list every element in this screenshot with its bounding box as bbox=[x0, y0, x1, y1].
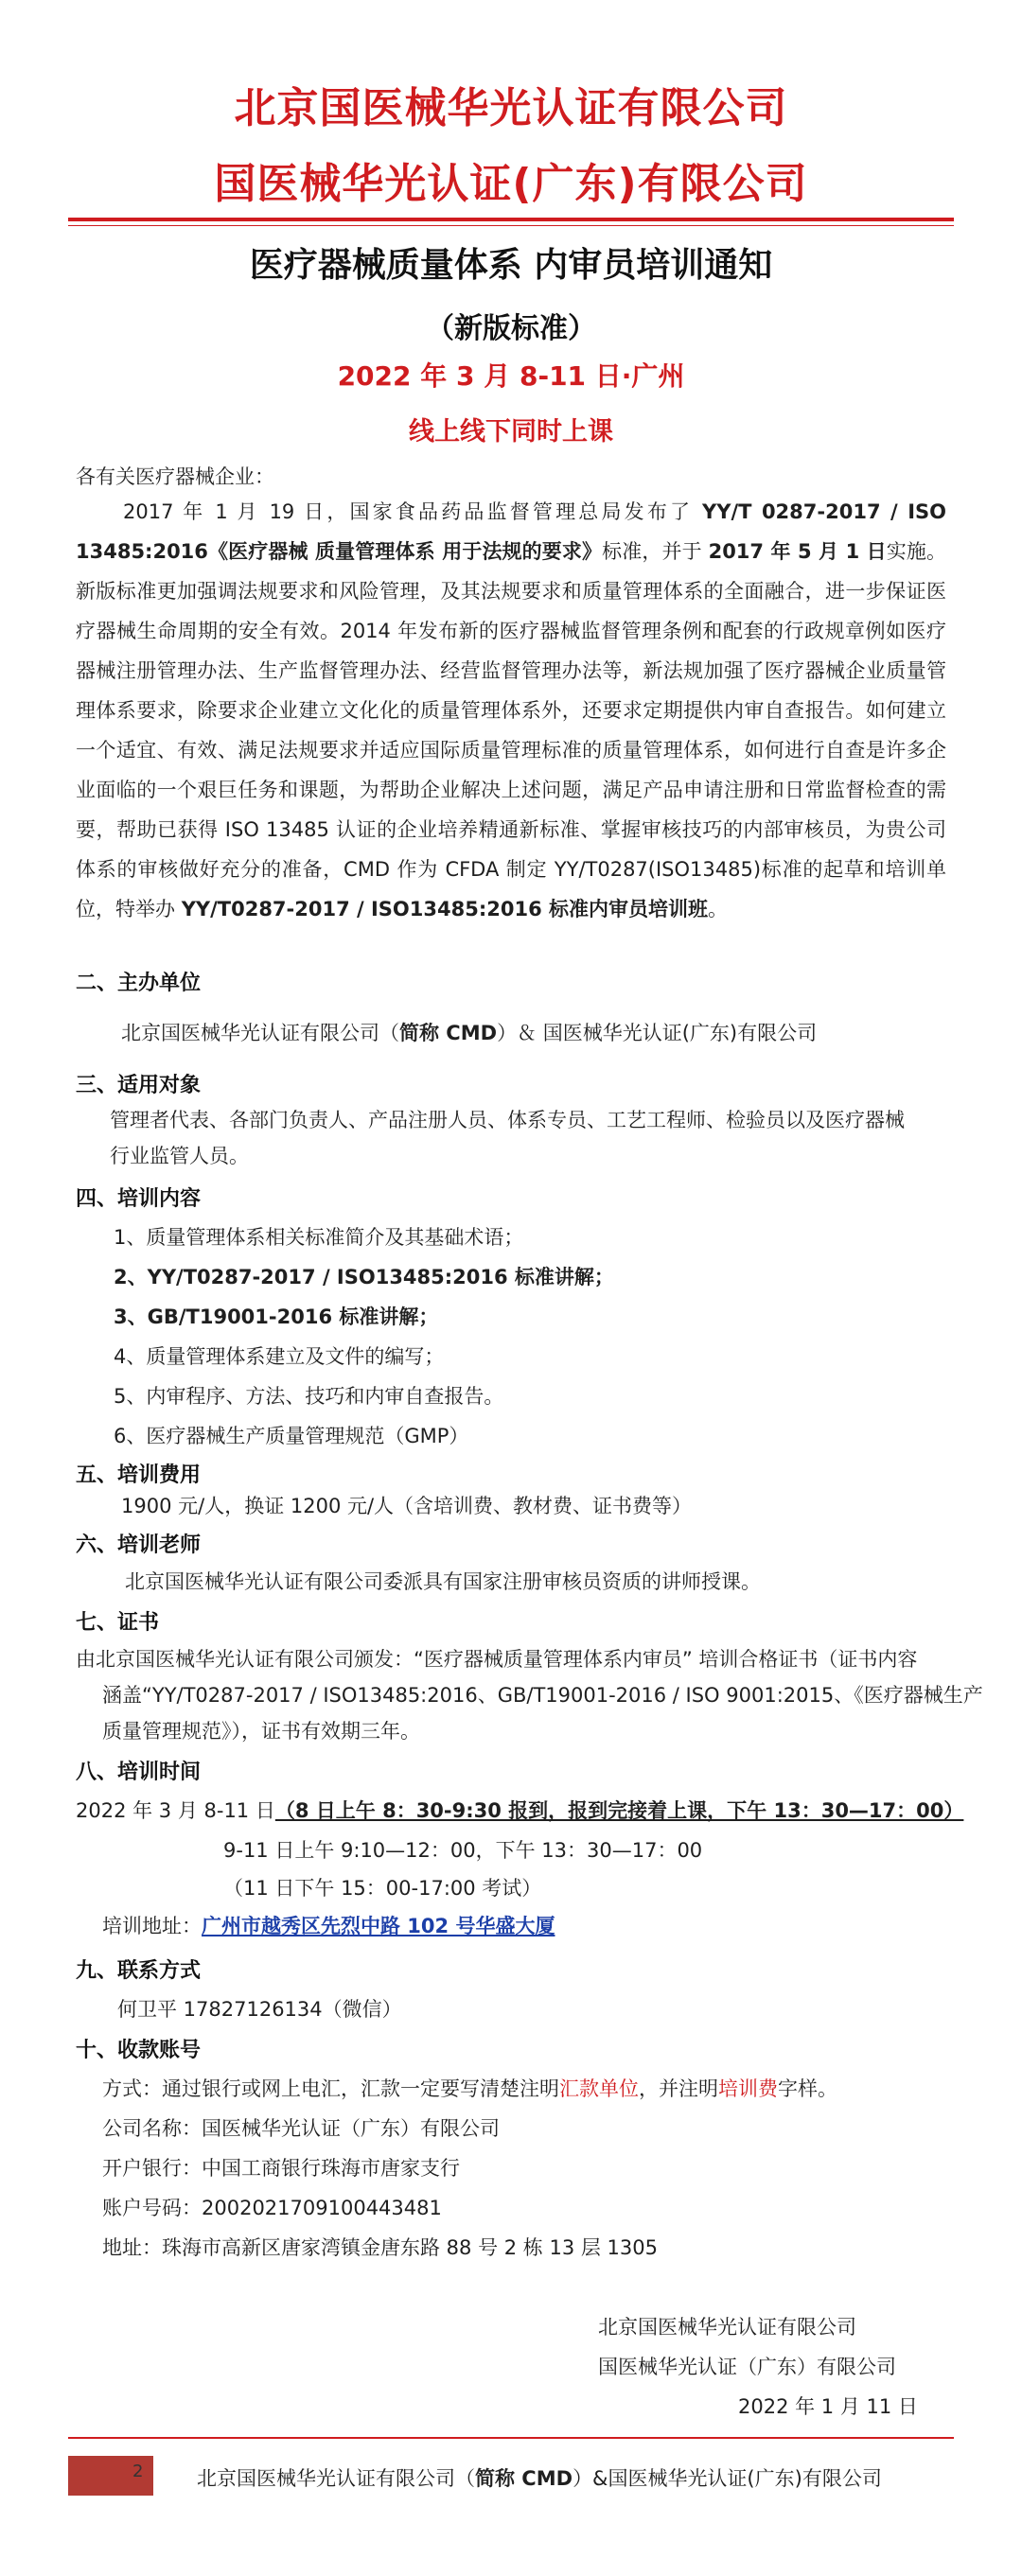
date-place: 2022 年 3 月 8-11 日·广州 bbox=[337, 360, 685, 392]
signature-org-1: 北京国医械华光认证有限公司 bbox=[598, 2316, 856, 2339]
content-item-1: 1、质量管理体系相关标准简介及其基础术语； bbox=[114, 1226, 524, 1249]
header-rule-thick bbox=[68, 218, 954, 221]
footer-text: 北京国医械华光认证有限公司（简称 CMD）&国医械华光认证(广东)有限公司 bbox=[197, 2467, 882, 2490]
section-heading-audience: 三、适用对象 bbox=[76, 1074, 202, 1097]
certificate-line-3: 质量管理规范》），证书有效期三年。 bbox=[102, 1720, 420, 1743]
content-item-2: 2、YY/T0287-2017 / ISO13485:2016 标准讲解； bbox=[114, 1266, 614, 1288]
standard-name: YY/T 0287-2017 / ISO 13485:2016《医疗器械 质量管理体系 用于法规的要求》 bbox=[76, 500, 946, 563]
training-date-line: 2022 年 3 月 8-11 日（8 日上午 8：30-9:30 报到，报到完接着上课，下午 13：30—17：00） bbox=[76, 1799, 964, 1822]
header-rule-thin bbox=[68, 225, 954, 226]
training-time-line-3: （11 日下午 15：00-17:00 考试） bbox=[223, 1877, 542, 1900]
payment-bank: 开户银行：中国工商银行珠海市唐家支行 bbox=[102, 2157, 460, 2180]
class-mode: 线上线下同时上课 bbox=[409, 417, 613, 447]
training-address-link[interactable]: 广州市越秀区先烈中路 102 号华盛大厦 bbox=[202, 1915, 555, 1937]
payment-method: 方式：通过银行或网上电汇，汇款一定要写清楚注明汇款单位，并注明培训费字样。 bbox=[102, 2077, 837, 2100]
section-heading-fee: 五、培训费用 bbox=[76, 1463, 202, 1487]
content-item-5: 5、内审程序、方法、技巧和内审自查报告。 bbox=[114, 1385, 504, 1408]
organizer-text: 北京国医械华光认证有限公司（简称 CMD）＆ 国医械华光认证(广东)有限公司 bbox=[121, 1022, 818, 1044]
footer-rule bbox=[68, 2437, 954, 2439]
org-name-beijing: 北京国医械华光认证有限公司 bbox=[234, 84, 788, 132]
org-name-guangdong: 国医械华光认证(广东)有限公司 bbox=[214, 160, 808, 208]
audience-line-1: 管理者代表、各部门负责人、产品注册人员、体系专员、工艺工程师、检验员以及医疗器械 bbox=[110, 1109, 905, 1131]
audience-line-2: 行业监管人员。 bbox=[110, 1145, 249, 1167]
section-heading-payment: 十、收款账号 bbox=[76, 2039, 202, 2062]
section-heading-content: 四、培训内容 bbox=[76, 1187, 202, 1211]
section-heading-certificate: 七、证书 bbox=[76, 1611, 160, 1635]
checkin-note: （8 日上午 8：30-9:30 报到，报到完接着上课，下午 13：30—17：00） bbox=[274, 1799, 964, 1822]
fee-text: 1900 元/人，换证 1200 元/人（含培训费、教材费、证书费等） bbox=[121, 1495, 693, 1517]
page-number: 2 bbox=[132, 2462, 144, 2481]
effective-date: 2017 年 5 月 1 日 bbox=[708, 540, 887, 563]
section-heading-contact: 九、联系方式 bbox=[76, 1959, 202, 1983]
intro-paragraph: 2017 年 1 月 19 日，国家食品药品监督管理总局发布了 YY/T 0287-2017 / ISO 13485:2016《医疗器械 质量管理体系 用于法规的要求》标准，并于 2017 年 5 月 1 日实施。新版标准更加强调法规要求和风险管理，及其法规要求和质量管理体系的全面融合，进一步保证医疗器械生命周期的安全有效。2014 年发布新的医疗器械监督管理条例和配套的行政规章例如医疗器械注册管理办法、生产监督管理办法、经营监督管理办法等，新法规加强了医疗器械企业质量管理体系要求，除要求企业建立文化化的质量管理体系外，还要求定期提供内审自查报告。如何建立一个适宜、有效、满足法规要求并适应国际质量管理标准的质量管理体系，如何进行自查是许多企业面临的一个艰巨任务和课题，为帮助企业解决上述问题，满足产品申请注册和日常监督检查的需要，帮助已获得 ISO 13485 认证的企业培养精通新标准、掌握审核技巧的内部审核员，为贵公司体系的审核做好充分的准备，CMD 作为 CFDA 制定 YY/T0287(ISO13485)标准的起草和培训单位，特举办 YY/T0287-2017 / ISO13485:2016 标准内审员培训班。 bbox=[76, 500, 947, 920]
training-time-line-2: 9-11 日上午 9:10—12：00，下午 13：30—17：00 bbox=[223, 1839, 703, 1862]
section-heading-organizer: 二、主办单位 bbox=[76, 972, 202, 995]
certificate-line-1: 由北京国医械华光认证有限公司颁发：“医疗器械质量管理体系内审员” 培训合格证书（证书内容 bbox=[76, 1648, 918, 1671]
payment-company: 公司名称：国医械华光认证（广东）有限公司 bbox=[102, 2117, 500, 2140]
payment-address: 地址：珠海市高新区唐家湾镇金唐东路 88 号 2 栋 13 层 1305 bbox=[102, 2236, 658, 2259]
payment-account: 账户号码：2002021709100443481 bbox=[102, 2197, 442, 2219]
signature-date: 2022 年 1 月 11 日 bbox=[738, 2395, 918, 2418]
content-item-3: 3、GB/T19001-2016 标准讲解； bbox=[114, 1306, 439, 1328]
section-heading-time: 八、培训时间 bbox=[76, 1761, 202, 1784]
page-subtitle: （新版标准） bbox=[426, 312, 596, 345]
teacher-text: 北京国医械华光认证有限公司委派具有国家注册审核员资质的讲师授课。 bbox=[125, 1570, 761, 1593]
training-address: 培训地址：广州市越秀区先烈中路 102 号华盛大厦 bbox=[102, 1915, 555, 1937]
section-heading-teacher: 六、培训老师 bbox=[76, 1533, 202, 1557]
certificate-line-2: 涵盖“YY/T0287-2017 / ISO13485:2016、GB/T19001-2016 / ISO 9001:2015、《医疗器械生产 bbox=[102, 1684, 983, 1707]
content-item-4: 4、质量管理体系建立及文件的编写； bbox=[114, 1345, 445, 1368]
content-item-6: 6、医疗器械生产质量管理规范（GMP） bbox=[114, 1425, 469, 1447]
page-title: 医疗器械质量体系 内审员培训通知 bbox=[249, 246, 773, 285]
salutation: 各有关医疗器械企业： bbox=[76, 465, 274, 488]
signature-org-2: 国医械华光认证（广东）有限公司 bbox=[598, 2356, 896, 2378]
course-name: YY/T0287-2017 / ISO13485:2016 标准内审员培训班 bbox=[181, 898, 709, 920]
contact-text: 何卫平 17827126134（微信） bbox=[117, 1998, 402, 2021]
